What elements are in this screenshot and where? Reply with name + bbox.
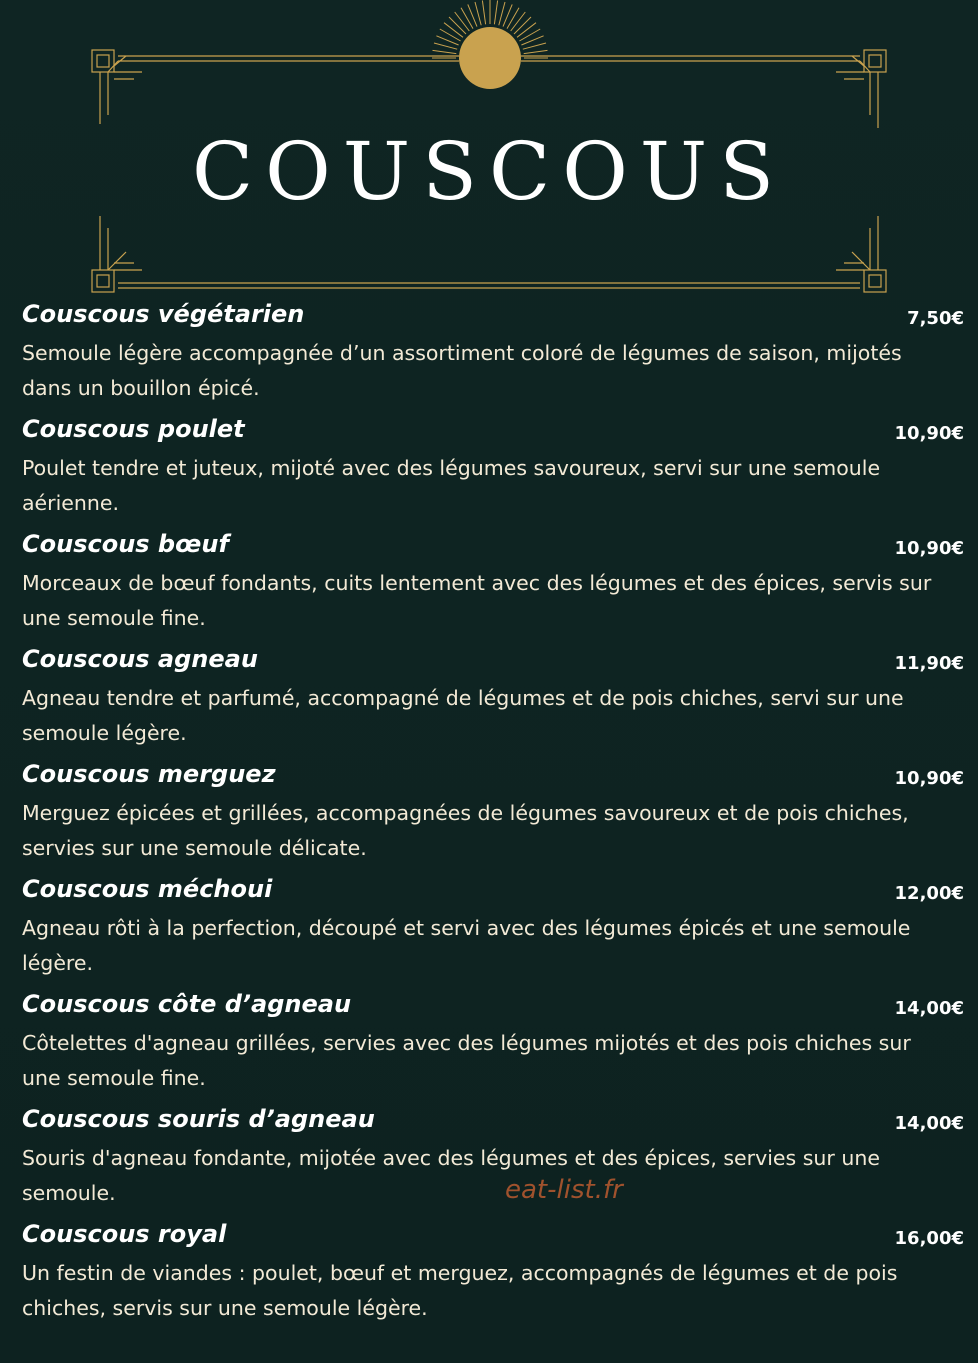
sunburst-ray <box>434 43 457 49</box>
sunburst-ray <box>499 2 505 25</box>
item-price: 14,00€ <box>894 1113 964 1134</box>
sunburst-ray <box>433 50 457 53</box>
page-title: COUSCOUS <box>191 125 787 218</box>
item-price: 11,90€ <box>894 653 964 674</box>
sunburst-ray <box>514 17 531 34</box>
item-description: Poulet tendre et juteux, mijoté avec des légumes savoureux, servi sur une semoule aérienne. <box>22 456 881 515</box>
sunburst-ray <box>455 12 470 31</box>
sunburst-ray <box>440 29 461 41</box>
sunburst-ray <box>503 4 512 26</box>
sunburst-ray <box>468 4 477 26</box>
sunburst-ray <box>436 36 458 45</box>
watermark-text[interactable]: eat-list.fr <box>505 1175 623 1205</box>
sunburst-ray <box>444 23 463 38</box>
item-price: 10,90€ <box>894 768 964 789</box>
sunburst-ray <box>494 1 497 25</box>
sunburst-ray <box>482 1 485 25</box>
item-description: Semoule légère accompagnée d’un assortiment coloré de légumes de saison, mijotés dans un bouillon épicé. <box>22 341 902 400</box>
sunburst-ray <box>507 8 519 29</box>
item-description: Un festin de viandes : poulet, bœuf et merguez, accompagnés de légumes et de pois chiches, servis sur une semoule légère. <box>22 1261 898 1320</box>
item-name: Couscous poulet <box>22 415 245 443</box>
menu-item <box>22 1216 964 1331</box>
menu-item <box>22 411 964 526</box>
gold-sun-circle <box>459 27 521 89</box>
item-name: Couscous méchoui <box>22 875 273 903</box>
menu-item <box>22 526 964 641</box>
sunburst-ray <box>523 43 546 49</box>
item-name: Couscous bœuf <box>22 530 229 558</box>
menu-item <box>22 756 964 871</box>
menu-item <box>22 641 964 756</box>
item-name: Couscous merguez <box>22 760 276 788</box>
menu-list <box>22 296 964 1331</box>
item-name: Couscous agneau <box>22 645 258 673</box>
sunburst-ray <box>521 36 543 45</box>
sunburst-ray <box>475 2 481 25</box>
item-description: Agneau tendre et parfumé, accompagné de légumes et de pois chiches, servi sur une semoule légère. <box>22 686 904 745</box>
menu-item <box>22 986 964 1101</box>
menu-item <box>22 871 964 986</box>
item-description: Côtelettes d'agneau grillées, servies avec des légumes mijotés et des pois chiches sur une semoule fine. <box>22 1031 911 1090</box>
item-price: 16,00€ <box>894 1228 964 1249</box>
item-description: Souris d'agneau fondante, mijotée avec des légumes et des épices, servies sur une semoule. <box>22 1146 880 1205</box>
sunburst-ray <box>511 12 526 31</box>
sunburst-ray <box>517 23 536 38</box>
sunburst-ray <box>461 8 473 29</box>
sunburst-ray <box>449 17 466 34</box>
menu-item <box>22 1101 964 1216</box>
item-name: Couscous souris d’agneau <box>22 1105 375 1133</box>
item-price: 7,50€ <box>907 308 964 329</box>
item-name: Couscous végétarien <box>22 300 305 328</box>
item-description: Morceaux de bœuf fondants, cuits lentement avec des légumes et des épices, servis sur une semoule fine. <box>22 571 932 630</box>
item-price: 14,00€ <box>894 998 964 1019</box>
item-price: 12,00€ <box>894 883 964 904</box>
sunburst-ray <box>524 50 548 53</box>
sunburst-ray <box>519 29 540 41</box>
menu-item <box>22 296 964 411</box>
item-price: 10,90€ <box>894 423 964 444</box>
item-description: Merguez épicées et grillées, accompagnées de légumes savoureux et de pois chiches, servies sur une semoule délicate. <box>22 801 909 860</box>
item-description: Agneau rôti à la perfection, découpé et servi avec des légumes épicés et une semoule légère. <box>22 916 911 975</box>
item-price: 10,90€ <box>894 538 964 559</box>
item-name: Couscous royal <box>22 1220 227 1248</box>
item-name: Couscous côte d’agneau <box>22 990 352 1018</box>
